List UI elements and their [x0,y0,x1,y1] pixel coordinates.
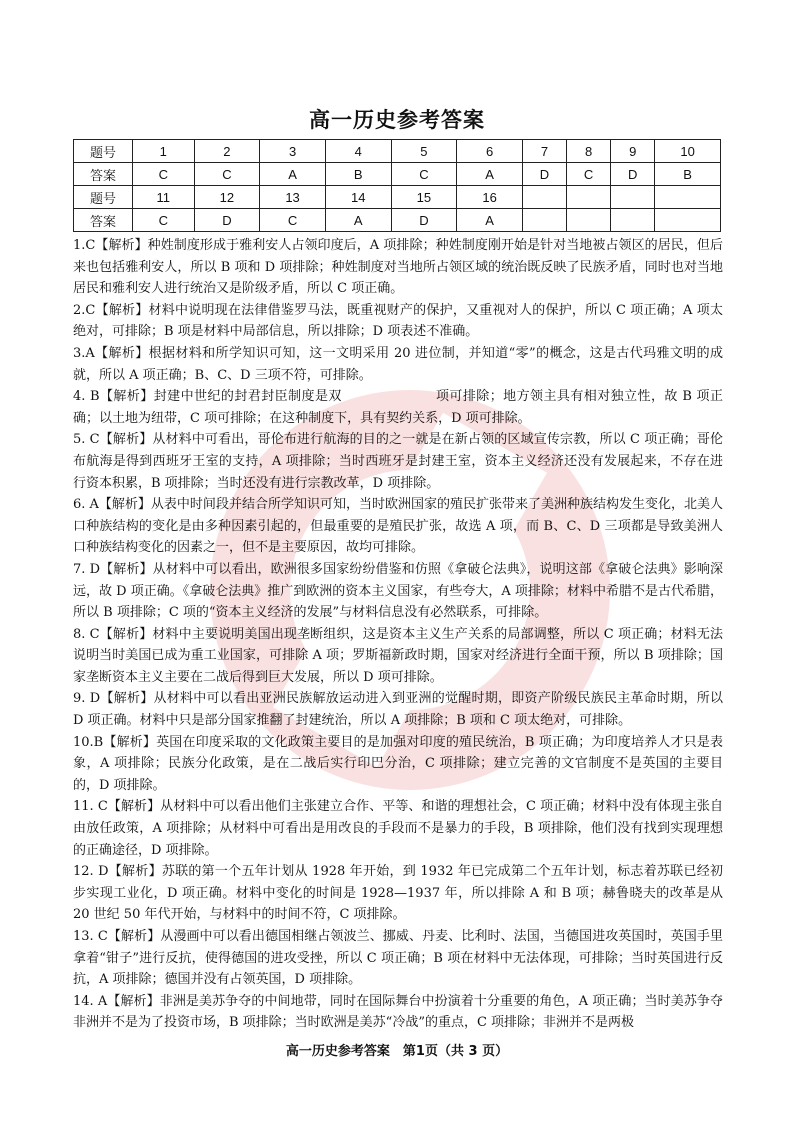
explanation-item: 7. D【解析】从材料中可以看出，欧洲很多国家纷纷借鉴和仿照《拿破仑法典》，说明这部《拿破仑法典》影响深远，故 D 项正确。《拿破仑法典》推广到欧洲的资本主义国家，有些夸大，A 项排除；材料中希腊不是古代希腊，所以 B 项排除；C 项的“资本主义经济的发展”与材料信息没有必然联系，可排除。 [73,561,723,621]
answer-table [73,139,721,232]
table-row-header: 题号 [74,140,133,163]
explanation-item: 5. C【解析】从材料中可看出，哥伦布进行航海的目的之一就是在新占领的区域宣传宗教，所以 C 项正确；哥伦布航海是得到西班牙王室的支持，A 项排除；当时西班牙是封建王室，资本主义经济还没有发展起来，不存在进行资本积累，B 项排除；当时还没有进行宗教改革，D 项排除。 [73,432,723,491]
table-cell: 16 [457,186,523,209]
table-cell: 4 [325,140,391,163]
table-cell [522,186,566,209]
page-footer: 高一历史参考答案 第1页（共 3 页） [285,1044,509,1059]
table-cell: A [457,209,523,232]
table-cell: 12 [194,186,260,209]
table-row [74,163,721,186]
table-cell: 10 [655,140,721,163]
table-cell: 5 [391,140,457,163]
table-cell: 7 [522,140,566,163]
table-row-header: 题号 [74,186,133,209]
table-cell: 13 [260,186,326,209]
table-cell: C [133,163,195,186]
table-cell [567,186,611,209]
explanation-item: 6. A【解析】从表中时间段并结合所学知识可知，当时欧洲国家的殖民扩张带来了美洲种族结构发生变化，北美人口种族结构的变化是由多种因素引起的，但最重要的是殖民扩张，故选 A 项，而 B、C、D 三项都是导致美洲人口种族结构变化的因素之一，但不是主要原因，故均可排除。 [73,497,723,556]
table-row [74,209,721,232]
explanation-item: 1.C【解析】种姓制度形成于雅利安人占领印度后，A 项排除；种姓制度刚开始是针对当地被占领区的居民，但后来也包括雅利安人，所以 B 项和 D 项排除；种姓制度对当地所占领区域的统治既反映了民族矛盾，同时也对当地居民和雅利安人进行统治又是阶级矛盾，所以 C 项正确。 [73,238,723,297]
table-cell: D [194,209,260,232]
table-cell [655,209,721,232]
explanation-item: 3.A【解析】根据材料和所学知识可知，这一文明采用 20 进位制，并知道“零”的概念，这是古代玛雅文明的成就，所以 A 项正确；B、C、D 三项不符，可排除。 [73,345,723,383]
table-cell: 11 [133,186,195,209]
table-cell: A [260,163,326,186]
table-cell: B [325,163,391,186]
table-cell: A [457,163,523,186]
page-title: 高一历史参考答案 [309,108,485,132]
table-cell: B [655,163,721,186]
explanation-item: 4. B【解析】封建中世纪的封君封臣制度是双 项可排除；地方领主具有相对独立性，故 B 项正确；以土地为纽带，C 项可排除；在这种制度下，具有契约关系，D 项可排除。 [73,389,723,426]
table-cell [522,209,566,232]
table-cell: D [611,163,655,186]
table-cell: C [391,163,457,186]
explanations [73,235,723,1034]
table-cell: D [391,209,457,232]
table-cell: 3 [260,140,326,163]
table-cell: 2 [194,140,260,163]
table-cell: 15 [391,186,457,209]
table-cell: C [194,163,260,186]
table-cell: 14 [325,186,391,209]
explanation-item: 11. C【解析】从材料中可以看出他们主张建立合作、平等、和谐的理想社会，C 项正确；材料中没有体现主张自由放任政策，A 项排除；从材料中可看出是用改良的手段而不是暴力的手段，B 项排除，他们没有找到实现理想的正确途径，D 项排除。 [73,799,723,858]
table-cell [611,186,655,209]
table-cell: C [567,163,611,186]
explanation-item: 2.C【解析】材料中说明现在法律借鉴罗马法，既重视财产的保护，又重视对人的保护，所以 C 项正确；A 项太绝对，可排除；B 项是材料中局部信息，所以排除；D 项表述不准确。 [73,302,723,340]
table-row [74,186,721,209]
table-cell: C [260,209,326,232]
table-cell: 9 [611,140,655,163]
explanation-item: 8. C【解析】材料中主要说明美国出现垄断组织，这是资本主义生产关系的局部调整，所以 C 项正确；材料无法说明当时美国已成为重工业国家，可排除 A 项；罗斯福新政时期，国家对经济进行全面干预，所以 B 项排除；国家垄断资本主义主要在二战后得到巨大发展，所以 D 项可排除。 [73,626,723,685]
table-cell [567,209,611,232]
table-cell: C [133,209,195,232]
explanation-item: 13. C【解析】从漫画中可以看出德国相继占领波兰、挪威、丹麦、比利时、法国，当德国进攻英国时，英国手里拿着“钳子”进行反抗，使得德国的进攻受挫，所以 C 项正确；B 项在材料中无法体现，可排除；当时英国进行反抗，A 项排除；德国并没有占领英国，D 项排除。 [73,929,723,988]
table-cell [655,186,721,209]
explanation-item: 10.B【解析】英国在印度采取的文化政策主要目的是加强对印度的殖民统治，B 项正确；为印度培养人才只是表象，A 项排除；民族分化政策，是在二战后实行印巴分治，C 项排除；建立完善的文官制度不是英国的主要目的，D 项排除。 [73,734,723,793]
table-cell: D [522,163,566,186]
explanation-item: 9. D【解析】从材料中可以看出亚洲民族解放运动进入到亚洲的觉醒时期，即资产阶级民族民主革命时期，所以 D 项正确。材料中只是部分国家推翻了封建统治，所以 A 项排除；B 项和 C 项太绝对，可排除。 [73,691,723,729]
table-row-header: 答案 [74,209,133,232]
table-cell: 1 [133,140,195,163]
table-cell: A [325,209,391,232]
table-row-header: 答案 [74,163,133,186]
table-cell: 8 [567,140,611,163]
table-row [74,140,721,163]
explanation-item: 12. D【解析】苏联的第一个五年计划从 1928 年开始，到 1932 年已完成第二个五年计划，标志着苏联已经初步实现工业化，D 项正确。材料中变化的时间是 1928—1937 年，所以排除 A 和 B 项；赫鲁晓夫的改革是从 20 世纪 50 年代开始，与材料中的时间不符，C 项排除。 [73,864,723,923]
table-cell [611,209,655,232]
table-cell: 6 [457,140,523,163]
explanation-item: 14. A【解析】非洲是美苏争夺的中间地带，同时在国际舞台中扮演着十分重要的角色，A 项正确；当时美苏争夺非洲并不是为了投资市场，B 项排除；当时欧洲是美苏“冷战”的重点，C 项排除；非洲并不是两极 [73,993,723,1031]
